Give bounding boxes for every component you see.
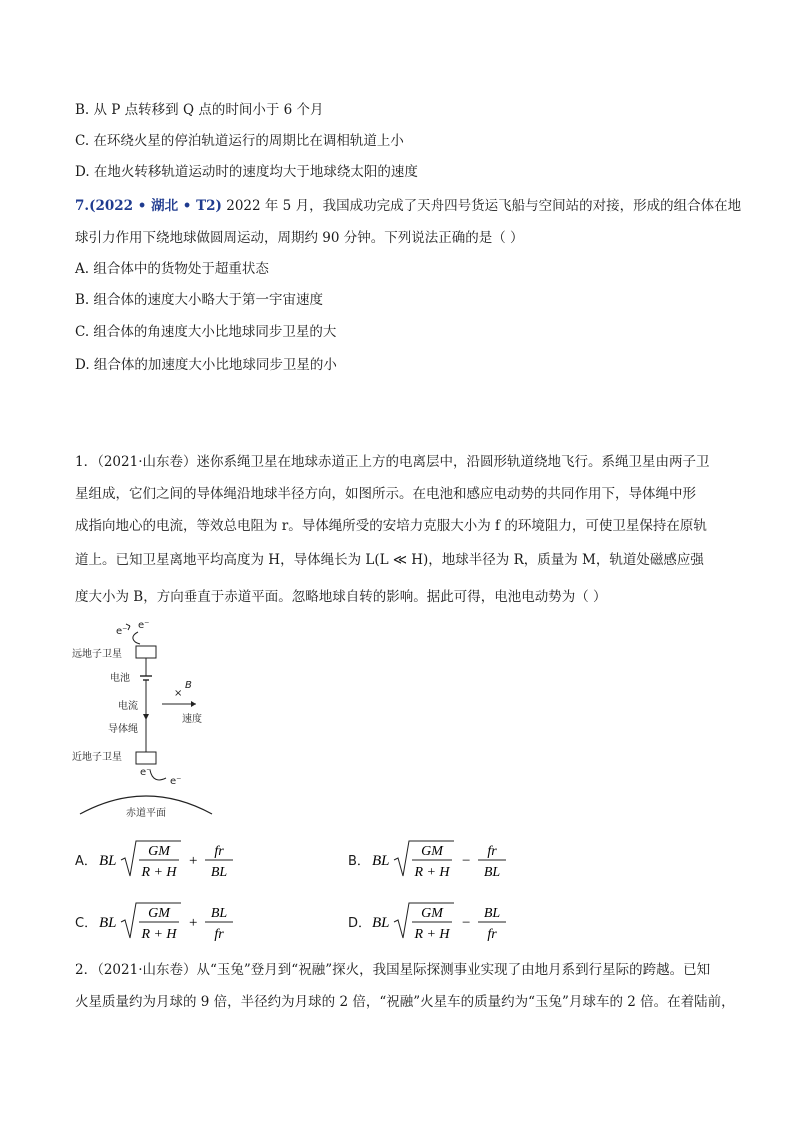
q7-stem-line2: 球引力作用下绕地球做圆周运动，周期约 90 分钟。下列说法正确的是（ ）: [75, 230, 524, 246]
formula-sign: −: [462, 915, 471, 931]
radical-denominator: R + H: [141, 865, 177, 880]
q7-option-d: D. 组合体的加速度大小比地球同步卫星的小: [75, 357, 337, 373]
fraction-numerator: fr: [214, 844, 224, 859]
electron-label-bottom-left: e⁻: [140, 767, 152, 778]
option-c: C. 在环绕火星的停泊轨道运行的周期比在调相轨道上小: [75, 133, 404, 149]
current-arrowhead: [143, 714, 149, 720]
battery-label: 电池: [110, 673, 130, 684]
radical-numerator: GM: [421, 906, 443, 921]
near-sat-label: 近地子卫星: [72, 752, 122, 763]
electron-label-top-right: e⁻: [138, 620, 150, 631]
radical-numerator: GM: [148, 844, 170, 859]
formula-prefix: BL: [372, 853, 390, 869]
tether-satellite-diagram: [70, 618, 230, 818]
b-field-label: B: [185, 680, 192, 691]
option-label: A．: [75, 854, 97, 869]
formula-c: [99, 900, 289, 946]
q7-stem-text: 2022 年 5 月，我国成功完成了天舟四号货运飞船与空间站的对接，形成的组合体在地: [221, 198, 742, 214]
tether-label: 导体绳: [108, 724, 138, 735]
q2-line1: 2．（2021·山东卷）从“玉兔”登月到“祝融”探火，我国星际探测事业实现了由地月系到行星际的跨越。已知: [75, 962, 711, 978]
fraction-denominator: fr: [487, 927, 497, 942]
electron-label-bottom-right: e⁻: [170, 776, 182, 787]
far-satellite-box: [136, 646, 156, 658]
velocity-arrowhead: [191, 701, 196, 707]
radical-denominator: R + H: [141, 927, 177, 942]
q2-line2: 火星质量约为月球的 9 倍，半径约为月球的 2 倍，“祝融”火星车的质量约为“玉兔”月球车的 2 倍。在着陆前，: [75, 994, 735, 1010]
q1-line1: 1．（2021·山东卷）迷你系绳卫星在地球赤道正上方的电离层中，沿圆形轨道绕地飞行。系绳卫星由两子卫: [75, 454, 710, 470]
q7-option-a: A. 组合体中的货物处于超重状态: [75, 261, 269, 277]
fraction-numerator: BL: [483, 906, 501, 921]
option-label: C．: [75, 916, 98, 931]
q1-line2: 星组成，它们之间的导体绳沿地球半径方向，如图所示。在电池和感应电动势的共同作用下，导体绳中形: [75, 486, 696, 502]
formula-sign: +: [189, 853, 198, 869]
formula-d: [372, 900, 562, 946]
radical-numerator: GM: [421, 844, 443, 859]
option-b: B. 从 P 点转移到 Q 点的时间小于 6 个月: [75, 102, 324, 118]
q7-number: 7.(2022 • 湖北 • T2): [75, 198, 222, 214]
radical-numerator: GM: [148, 906, 170, 921]
formula-prefix: BL: [372, 915, 390, 931]
option-label: D．: [348, 916, 372, 931]
q7-option-c: C. 组合体的角速度大小比地球同步卫星的大: [75, 324, 337, 340]
q7-stem-line1: [75, 196, 741, 216]
fraction-numerator: fr: [487, 844, 497, 859]
formula-prefix: BL: [99, 853, 117, 869]
formula-sign: +: [189, 915, 198, 931]
current-label: 电流: [118, 701, 138, 712]
formula-prefix: BL: [99, 915, 117, 931]
fraction-numerator: BL: [210, 906, 228, 921]
radical-denominator: R + H: [414, 865, 450, 880]
equator-label: 赤道平面: [126, 808, 166, 818]
q1-line4: 道上。已知卫星离地平均高度为 H，导体绳长为 L(L ≪ H)，地球半径为 R，质量为 M，轨道处磁感应强: [75, 552, 704, 568]
fraction-denominator: BL: [483, 865, 501, 880]
fraction-denominator: BL: [210, 865, 228, 880]
option-d: D. 在地火转移轨道运动时的速度均大于地球绕太阳的速度: [75, 164, 418, 180]
fraction-denominator: fr: [214, 927, 224, 942]
electron-path-top: [133, 632, 140, 644]
velocity-label: 速度: [182, 714, 202, 725]
formula-sign: −: [462, 853, 471, 869]
far-sat-label: 远地子卫星: [72, 649, 122, 660]
option-label: B．: [348, 854, 370, 869]
q1-line5: 度大小为 B，方向垂直于赤道平面。忽略地球自转的影响。据此可得，电池电动势为（ ）: [75, 589, 607, 605]
near-satellite-box: [136, 752, 156, 764]
electron-label-top-left: e⁻: [116, 626, 128, 637]
radical-denominator: R + H: [414, 927, 450, 942]
formula-b: [372, 838, 562, 884]
q7-option-b: B. 组合体的速度大小略大于第一宇宙速度: [75, 292, 324, 308]
q1-line3: 成指向地心的电流，等效总电阻为 r。导体绳所受的安培力克服大小为 f 的环境阻力，可使卫星保持在原轨: [75, 518, 707, 534]
b-field-cross: ×: [174, 688, 183, 699]
electron-path-bottom: [150, 770, 166, 780]
formula-a: [99, 838, 289, 884]
